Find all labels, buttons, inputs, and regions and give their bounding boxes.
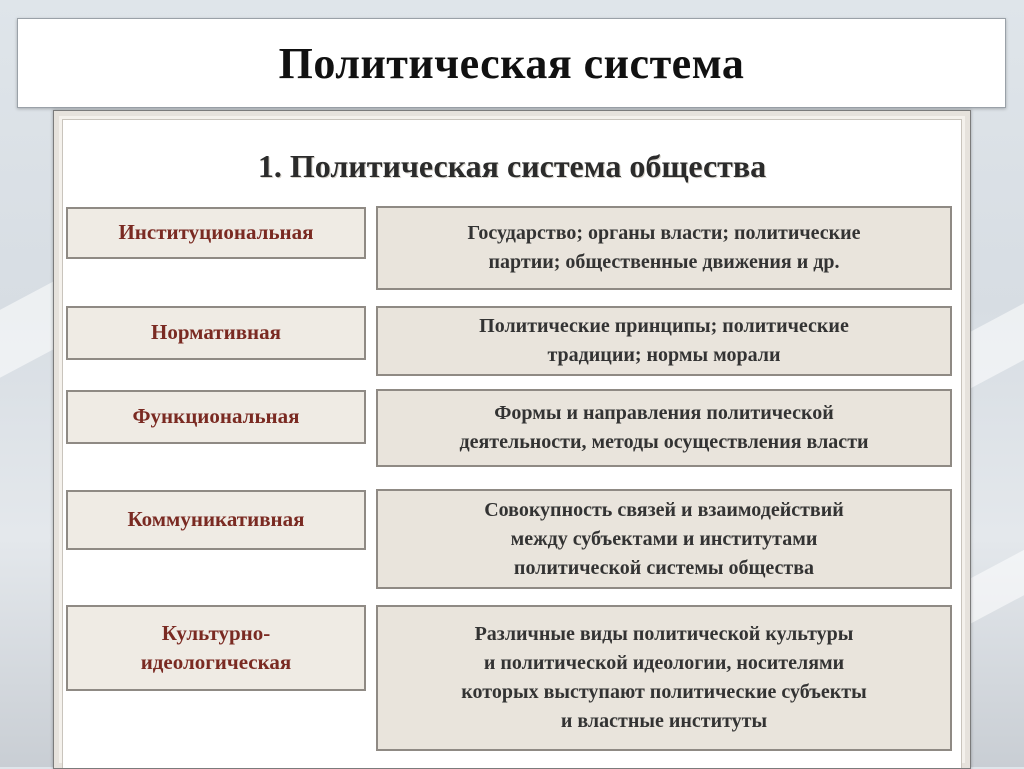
slide-title: Политическая система xyxy=(278,38,745,88)
description-communicative: Совокупность связей и взаимодействий между субъектами и институтами политической системы общества xyxy=(376,489,952,589)
description-functional: Формы и направления политической деятельности, методы осуществления власти xyxy=(376,389,952,467)
section-subtitle: 1. Политическая система общества xyxy=(257,148,767,184)
description-institutional: Государство; органы власти; политические партии; общественные движения и др. xyxy=(376,206,952,290)
component-cultural-ideological: Культурно- идеологическая xyxy=(66,605,366,691)
description-normative: Политические принципы; политические традиции; нормы морали xyxy=(376,306,952,376)
slide-title-bar xyxy=(17,18,1006,108)
content-panel xyxy=(53,110,971,769)
component-institutional: Институциональная xyxy=(66,207,366,259)
component-functional: Функциональная xyxy=(66,390,366,444)
content-panel-inner xyxy=(62,119,962,768)
description-cultural-ideological: Различные виды политической культуры и политической идеологии, носителями которых выступают политические субъекты и властные институты xyxy=(376,605,952,751)
component-normative: Нормативная xyxy=(66,306,366,360)
component-communicative: Коммуникативная xyxy=(66,490,366,550)
